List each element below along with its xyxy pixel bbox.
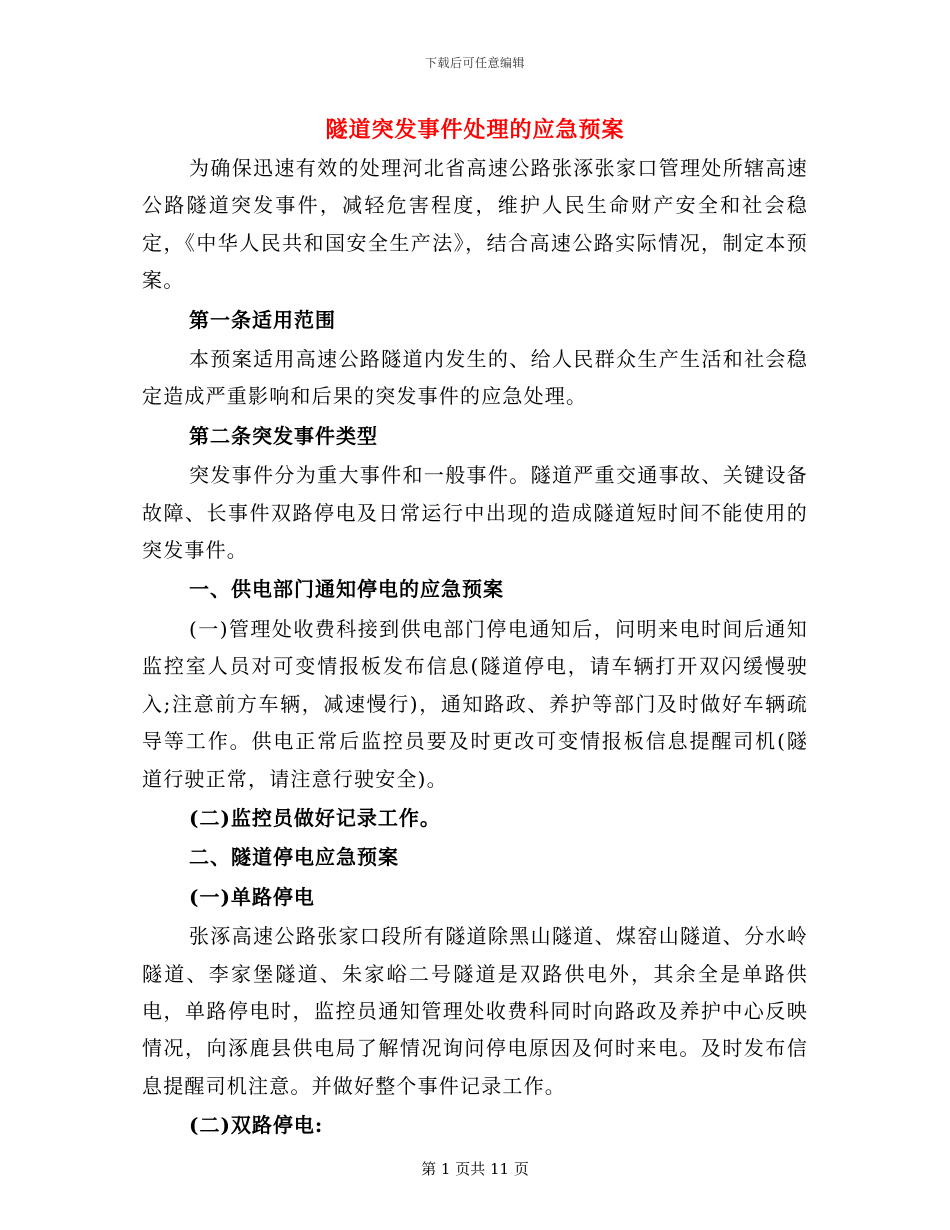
- subsection-heading-single-outage: (一)单路停电: [189, 884, 315, 909]
- section-heading-power-notice-plan: 一、供电部门通知停电的应急预案: [189, 577, 504, 602]
- document-body: [142, 150, 808, 1145]
- section-heading-event-types: 第二条突发事件类型: [189, 423, 378, 448]
- page-footer: 第 1 页共 11 页: [421, 1160, 529, 1178]
- subsection-heading-double-outage: (二)双路停电:: [189, 1113, 324, 1138]
- scope-paragraph: 本预案适用高速公路隧道内发生的、给人民群众生产生活和社会稳定造成严重影响和后果的突发事件的应急处理。: [142, 347, 808, 409]
- section-heading-scope: 第一条适用范围: [189, 307, 336, 332]
- single-outage-paragraph: 张涿高速公路张家口段所有隧道除黑山隧道、煤窑山隧道、分水岭隧道、李家堡隧道、朱家峪二号隧道是双路供电外，其余全是单路供电，单路停电时，监控员通知管理处收费科同时向路政及养护中心反映情况，向涿鹿县供电局了解情况询问停电原因及何时来电。及时发布信息提醒司机注意。并做好整个事件记录工作。: [142, 924, 808, 1098]
- document-title: 隧道突发事件处理的应急预案: [325, 117, 625, 143]
- intro-paragraph: 为确保迅速有效的处理河北省高速公路张涿张家口管理处所辖高速公路隧道突发事件，减轻危害程度，维护人民生命财产安全和社会稳定，《中华人民共和国安全生产法》，结合高速公路实际情况，制定本预案。: [142, 156, 808, 293]
- section-heading-outage-plan: 二、隧道停电应急预案: [189, 845, 399, 870]
- power-notice-paragraph: (一)管理处收费科接到供电部门停电通知后，问明来电时间后通知监控室人员对可变情报板发布信息(隧道停电，请车辆打开双闪缓慢驶入;注意前方车辆，减速慢行)，通知路政、养护等部门及时做好车辆疏导等工作。供电正常后监控员要及时更改可变情报板信息提醒司机(隧道行驶正常，请注意行驶安全)。: [142, 616, 808, 791]
- subsection-heading-record-keeping: (二)监控员做好记录工作。: [189, 805, 441, 830]
- event-types-paragraph: 突发事件分为重大事件和一般事件。隧道严重交通事故、关键设备故障、长事件双路停电及日常运行中出现的造成隧道短时间不能使用的突发事件。: [142, 463, 808, 563]
- page-header: 下载后可任意编辑: [424, 56, 525, 70]
